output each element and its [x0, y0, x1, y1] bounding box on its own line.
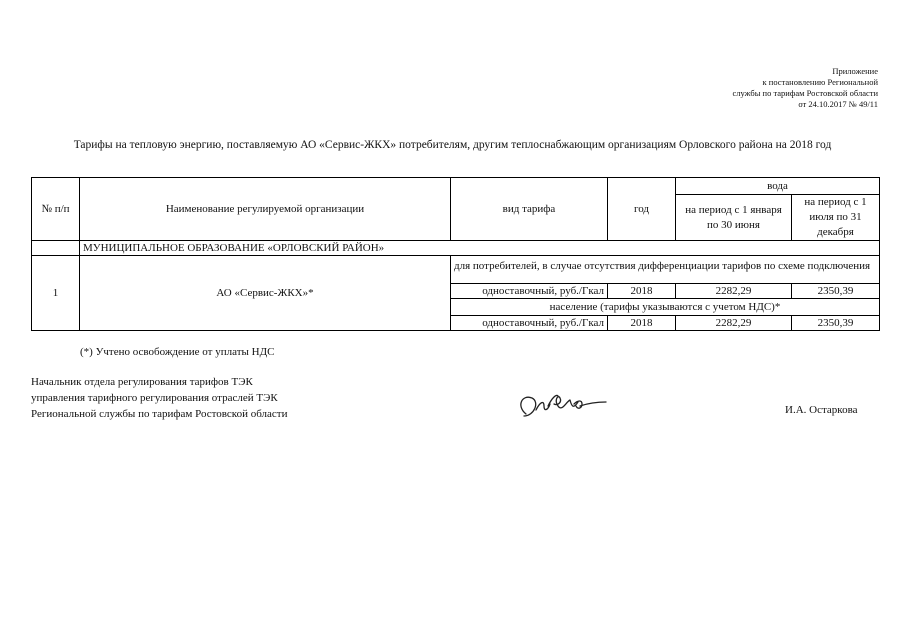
position-line: Региональной службы по тарифам Ростовской области	[31, 408, 288, 420]
signer-name: И.А. Остаркова	[785, 404, 858, 416]
value-period-2: 2350,39	[792, 284, 880, 299]
section-caption: население (тарифы указываются с учетом НДС)*	[451, 299, 880, 316]
value-period-1: 2282,29	[676, 284, 792, 299]
table-row	[32, 256, 880, 284]
document-title: Тарифы на тепловую энергию, поставляемую АО «Сервис-ЖКХ» потребителям, другим теплоснабжающим организациям Орловского района на 2018 год	[73, 139, 832, 151]
tariff-type-cell: одноставочный, руб./Гкал	[451, 316, 608, 331]
appendix-line: службы по тарифам Ростовской области	[732, 88, 878, 98]
value-period-2: 2350,39	[792, 316, 880, 331]
value-period-1: 2282,29	[676, 316, 792, 331]
header-row	[32, 178, 880, 195]
organization-name: АО «Сервис-ЖКХ»*	[80, 256, 451, 331]
handwritten-signature	[514, 388, 614, 424]
tariff-table	[31, 177, 880, 331]
municipality-row	[32, 241, 880, 256]
appendix-note	[732, 66, 878, 110]
appendix-line: Приложение	[832, 66, 878, 76]
header-num: № п/п	[32, 178, 80, 241]
municipality-name: МУНИЦИПАЛЬНОЕ ОБРАЗОВАНИЕ «ОРЛОВСКИЙ РАЙОН»	[80, 241, 880, 256]
row-number: 1	[32, 256, 80, 331]
signatory-position	[31, 374, 288, 422]
tariff-type-cell: одноставочный, руб./Гкал	[451, 284, 608, 299]
position-line: управления тарифного регулирования отраслей ТЭК	[31, 392, 278, 404]
position-line: Начальник отдела регулирования тарифов ТЭК	[31, 376, 253, 388]
empty-cell	[32, 241, 80, 256]
footnote: (*) Учтено освобождение от уплаты НДС	[80, 346, 275, 358]
header-tariff-type: вид тарифа	[451, 178, 608, 241]
appendix-line: к постановлению Региональной	[762, 77, 878, 87]
header-water-group: вода	[676, 178, 880, 195]
appendix-line: от 24.10.2017 № 49/11	[798, 99, 878, 109]
year-cell: 2018	[608, 284, 676, 299]
header-org-name: Наименование регулируемой организации	[80, 178, 451, 241]
header-period-2: на период с 1 июля по 31 декабря	[792, 195, 880, 241]
header-year: год	[608, 178, 676, 241]
header-period-1: на период с 1 января по 30 июня	[676, 195, 792, 241]
section-caption: для потребителей, в случае отсутствия дифференциации тарифов по схеме подключения	[451, 256, 880, 284]
year-cell: 2018	[608, 316, 676, 331]
